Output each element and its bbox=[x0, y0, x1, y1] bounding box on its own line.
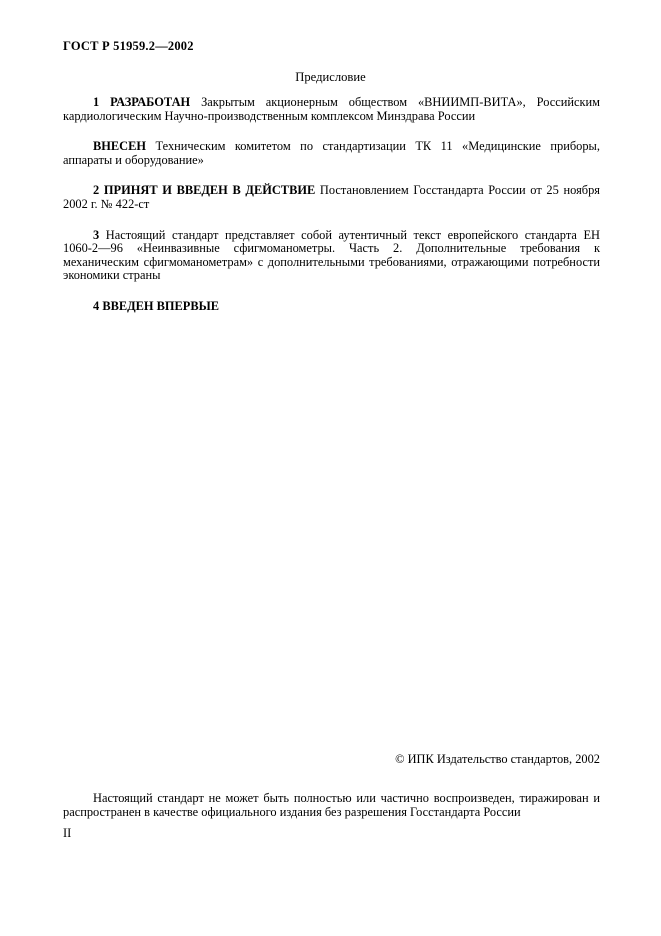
item-keyword: ПРИНЯТ И ВВЕДЕН В ДЕЙСТВИЕ bbox=[103, 183, 316, 198]
legal-notice: Настоящий стандарт не может быть полностью или частично воспроизведен, тиражирован и распространен в качестве официального издания без разрешения Госстандарта России bbox=[63, 791, 600, 819]
preface-item-5 bbox=[63, 300, 600, 314]
preface-item-3 bbox=[63, 184, 600, 211]
item-text: Постановлением Госстандарта России от 25 ноября 2002 г. № 422-ст bbox=[63, 183, 600, 211]
item-text: Закрытым акционерным обществом «ВНИИМП-ВИТА», Российским кардиологическим Научно-производственным комплексом Минздрава России bbox=[63, 95, 600, 123]
item-number: 2 bbox=[93, 183, 100, 198]
preface-item-2 bbox=[63, 140, 600, 167]
item-keyword: ВВЕДЕН ВПЕРВЫЕ bbox=[102, 298, 220, 313]
preface-item-1 bbox=[63, 96, 600, 123]
item-text: Настоящий стандарт представляет собой аутентичный текст европейского стандарта ЕН 1060-2—96 «Неинвазивные сфигмоманометры. Часть 2. Дополнительные требования к механическим сфигмоманометрам» с дополнительными требованиями, отражающими потребности экономики страны bbox=[63, 227, 600, 283]
item-number: 4 bbox=[93, 298, 100, 313]
item-number: 1 bbox=[93, 95, 100, 109]
item-number: 3 bbox=[93, 227, 100, 242]
preface-body bbox=[63, 96, 600, 331]
section-title: Предисловие bbox=[295, 70, 366, 84]
item-text: Техническим комитетом по стандартизации ТК 11 «Медицинские приборы, аппараты и оборудование» bbox=[63, 139, 600, 167]
item-keyword: ВНЕСЕН bbox=[93, 139, 147, 154]
document-code: ГОСТ Р 51959.2—2002 bbox=[63, 39, 194, 53]
preface-item-4 bbox=[63, 229, 600, 283]
item-keyword: РАЗРАБОТАН bbox=[110, 95, 191, 109]
page-number: II bbox=[63, 826, 72, 840]
copyright-notice: © ИПК Издательство стандартов, 2002 bbox=[395, 752, 600, 766]
